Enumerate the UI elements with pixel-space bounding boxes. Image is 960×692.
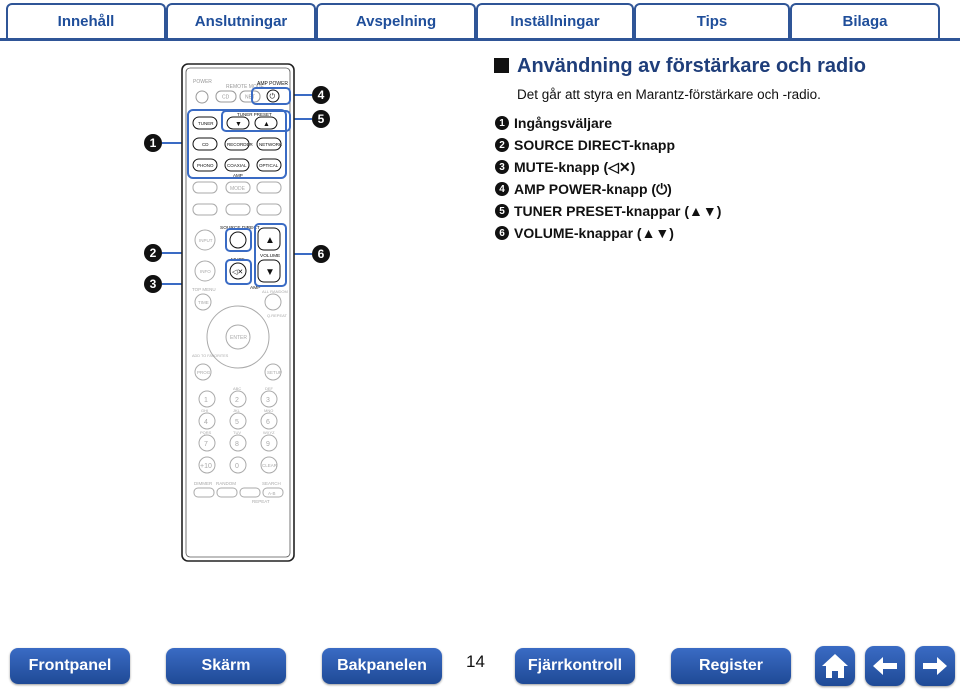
key-7-label: 7 [204, 441, 208, 448]
page-title: Användning av förstärkare och radio [517, 55, 866, 77]
enter-label: ENTER [230, 335, 247, 341]
number-badge: 2 [495, 138, 509, 152]
amp-section-label: AMP [233, 173, 243, 178]
key-5-label: 5 [235, 419, 239, 426]
cd-mode-label: CD [222, 94, 230, 101]
callout-1: 1 [144, 134, 162, 152]
callout-6: 6 [312, 245, 330, 263]
home-button[interactable] [815, 646, 855, 686]
def-label: DEF [265, 386, 273, 391]
power-label: POWER [193, 79, 212, 85]
tab-anslutningar[interactable]: Anslutningar [166, 3, 316, 38]
tab-installningar[interactable]: Inställningar [476, 3, 634, 38]
key-3-label: 3 [266, 397, 270, 404]
arrow-left-icon [865, 646, 905, 686]
tuner-preset-label: TUNER PRESET [237, 112, 272, 117]
tab-bilaga[interactable]: Bilaga [790, 3, 940, 38]
stop-button[interactable] [193, 204, 217, 215]
repeat-label: REPEAT [252, 499, 270, 504]
add-to-favorites-label: ADD TO FAVORITES [192, 354, 229, 358]
net-mode-label: NET [245, 94, 255, 101]
callout-3: 3 [144, 275, 162, 293]
time-label: TIME [198, 300, 209, 305]
key-2-label: 2 [235, 397, 239, 404]
play-button[interactable] [226, 204, 250, 215]
remote-mode-label: REMOTE MODE [226, 84, 264, 90]
triangle-up-icon: ▲ [263, 121, 270, 128]
tab-innehall[interactable]: Innehåll [6, 3, 166, 38]
mode-label: MODE [230, 186, 245, 192]
number-badge: 4 [495, 182, 509, 196]
clear-label: CLEAR [262, 463, 278, 468]
info-label: INFO [200, 269, 211, 274]
mno-label: MNO [264, 408, 274, 413]
number-badge: 1 [495, 116, 509, 130]
callout-5: 5 [312, 110, 330, 128]
tab-avspelning[interactable]: Avspelning [316, 3, 476, 38]
mute-label: MUTE [231, 258, 245, 263]
page-number: 14 [466, 652, 485, 671]
pause-button[interactable] [257, 204, 281, 215]
dimmer-label: DIMMER [194, 481, 213, 486]
triangle-down-icon: ▼ [235, 121, 242, 128]
source-direct-button[interactable] [230, 232, 246, 248]
nav-fjarrkontroll-button[interactable]: Fjärrkontroll [515, 648, 635, 684]
repeat-button[interactable] [240, 488, 260, 497]
arrow-right-icon [915, 646, 955, 686]
legend-label: MUTE-knapp (◁✕) [514, 158, 636, 175]
coaxial-label: COAXIAL [227, 163, 247, 168]
forward-button[interactable] [915, 646, 955, 686]
nav-skarm-button[interactable]: Skärm [166, 648, 286, 684]
legend-label: SOURCE DIRECT-knapp [514, 137, 676, 153]
q-repeat-label: Q.REPEAT [267, 313, 287, 318]
number-badge: 5 [495, 204, 509, 218]
key-4-label: 4 [204, 419, 208, 426]
skip-back-button[interactable] [193, 182, 217, 193]
callout-4: 4 [312, 86, 330, 104]
home-icon [815, 646, 855, 686]
legend-label: AMP POWER-knapp (⏻) [514, 180, 672, 197]
number-badge: 3 [495, 160, 509, 174]
key-8-label: 8 [235, 441, 239, 448]
tuv-label: TUV [233, 430, 241, 435]
nav-frontpanel-button[interactable]: Frontpanel [10, 648, 130, 684]
number-badge: 6 [495, 226, 509, 240]
amp-bottom-label: AMP [250, 286, 261, 291]
recorder-label: RECORDER [227, 142, 253, 147]
all-random-label: ALL RANDOM [262, 289, 288, 294]
key-0-label: 0 [235, 463, 239, 470]
input-label: INPUT [199, 238, 213, 243]
ghi-label: GHI [201, 408, 209, 413]
phono-label: PHONO [197, 163, 214, 168]
random-label: RANDOM [216, 481, 236, 486]
top-menu-label: TOP MENU [192, 287, 216, 292]
legend-label: Ingångsväljare [514, 115, 613, 131]
legend-label: TUNER PRESET-knappar (▲▼) [514, 203, 722, 219]
abc-label: ABC [233, 386, 242, 391]
prog-label: PROG [197, 370, 211, 375]
power-symbol-icon: ⏻ [269, 93, 276, 101]
key-plus10-label: +10 [200, 463, 212, 470]
nav-register-button[interactable]: Register [671, 648, 791, 684]
random-button[interactable] [217, 488, 237, 497]
callout-2: 2 [144, 244, 162, 262]
nav-bakpanelen-button[interactable]: Bakpanelen [322, 648, 442, 684]
triangle-up-icon: ▲ [265, 235, 275, 246]
key-1-label: 1 [204, 397, 208, 404]
mute-icon: ◁✕ [232, 269, 244, 276]
setup-label: SETUP [267, 370, 283, 375]
skip-forward-button[interactable] [257, 182, 281, 193]
tuner-label: TUNER [198, 121, 214, 126]
page-description: Det går att styra en Marantz-förstärkare och -radio. [517, 87, 821, 102]
back-button[interactable] [865, 646, 905, 686]
pqrs-label: PQRS [200, 430, 212, 435]
all-random-button[interactable] [265, 294, 281, 310]
tab-tips[interactable]: Tips [634, 3, 790, 38]
legend-label: VOLUME-knappar (▲▼) [514, 225, 674, 241]
optical-label: OPTICAL [259, 163, 279, 168]
jkl-label: JKL [233, 408, 240, 413]
wxyz-label: WXYZ [263, 430, 275, 435]
source-direct-label: SOURCE DIRECT [220, 226, 260, 231]
key-6-label: 6 [266, 419, 270, 426]
triangle-down-icon: ▼ [265, 267, 275, 278]
search-label: SEARCH [262, 481, 281, 486]
key-9-label: 9 [266, 441, 270, 448]
cd-input-label: CD [202, 142, 209, 147]
dimmer-button[interactable] [194, 488, 214, 497]
volume-label: VOLUME [260, 254, 281, 259]
ab-label: A-B [268, 491, 276, 496]
power-button[interactable] [196, 91, 208, 103]
network-label: NETWORK [259, 142, 282, 147]
amp-power-label: AMP POWER [257, 81, 289, 87]
